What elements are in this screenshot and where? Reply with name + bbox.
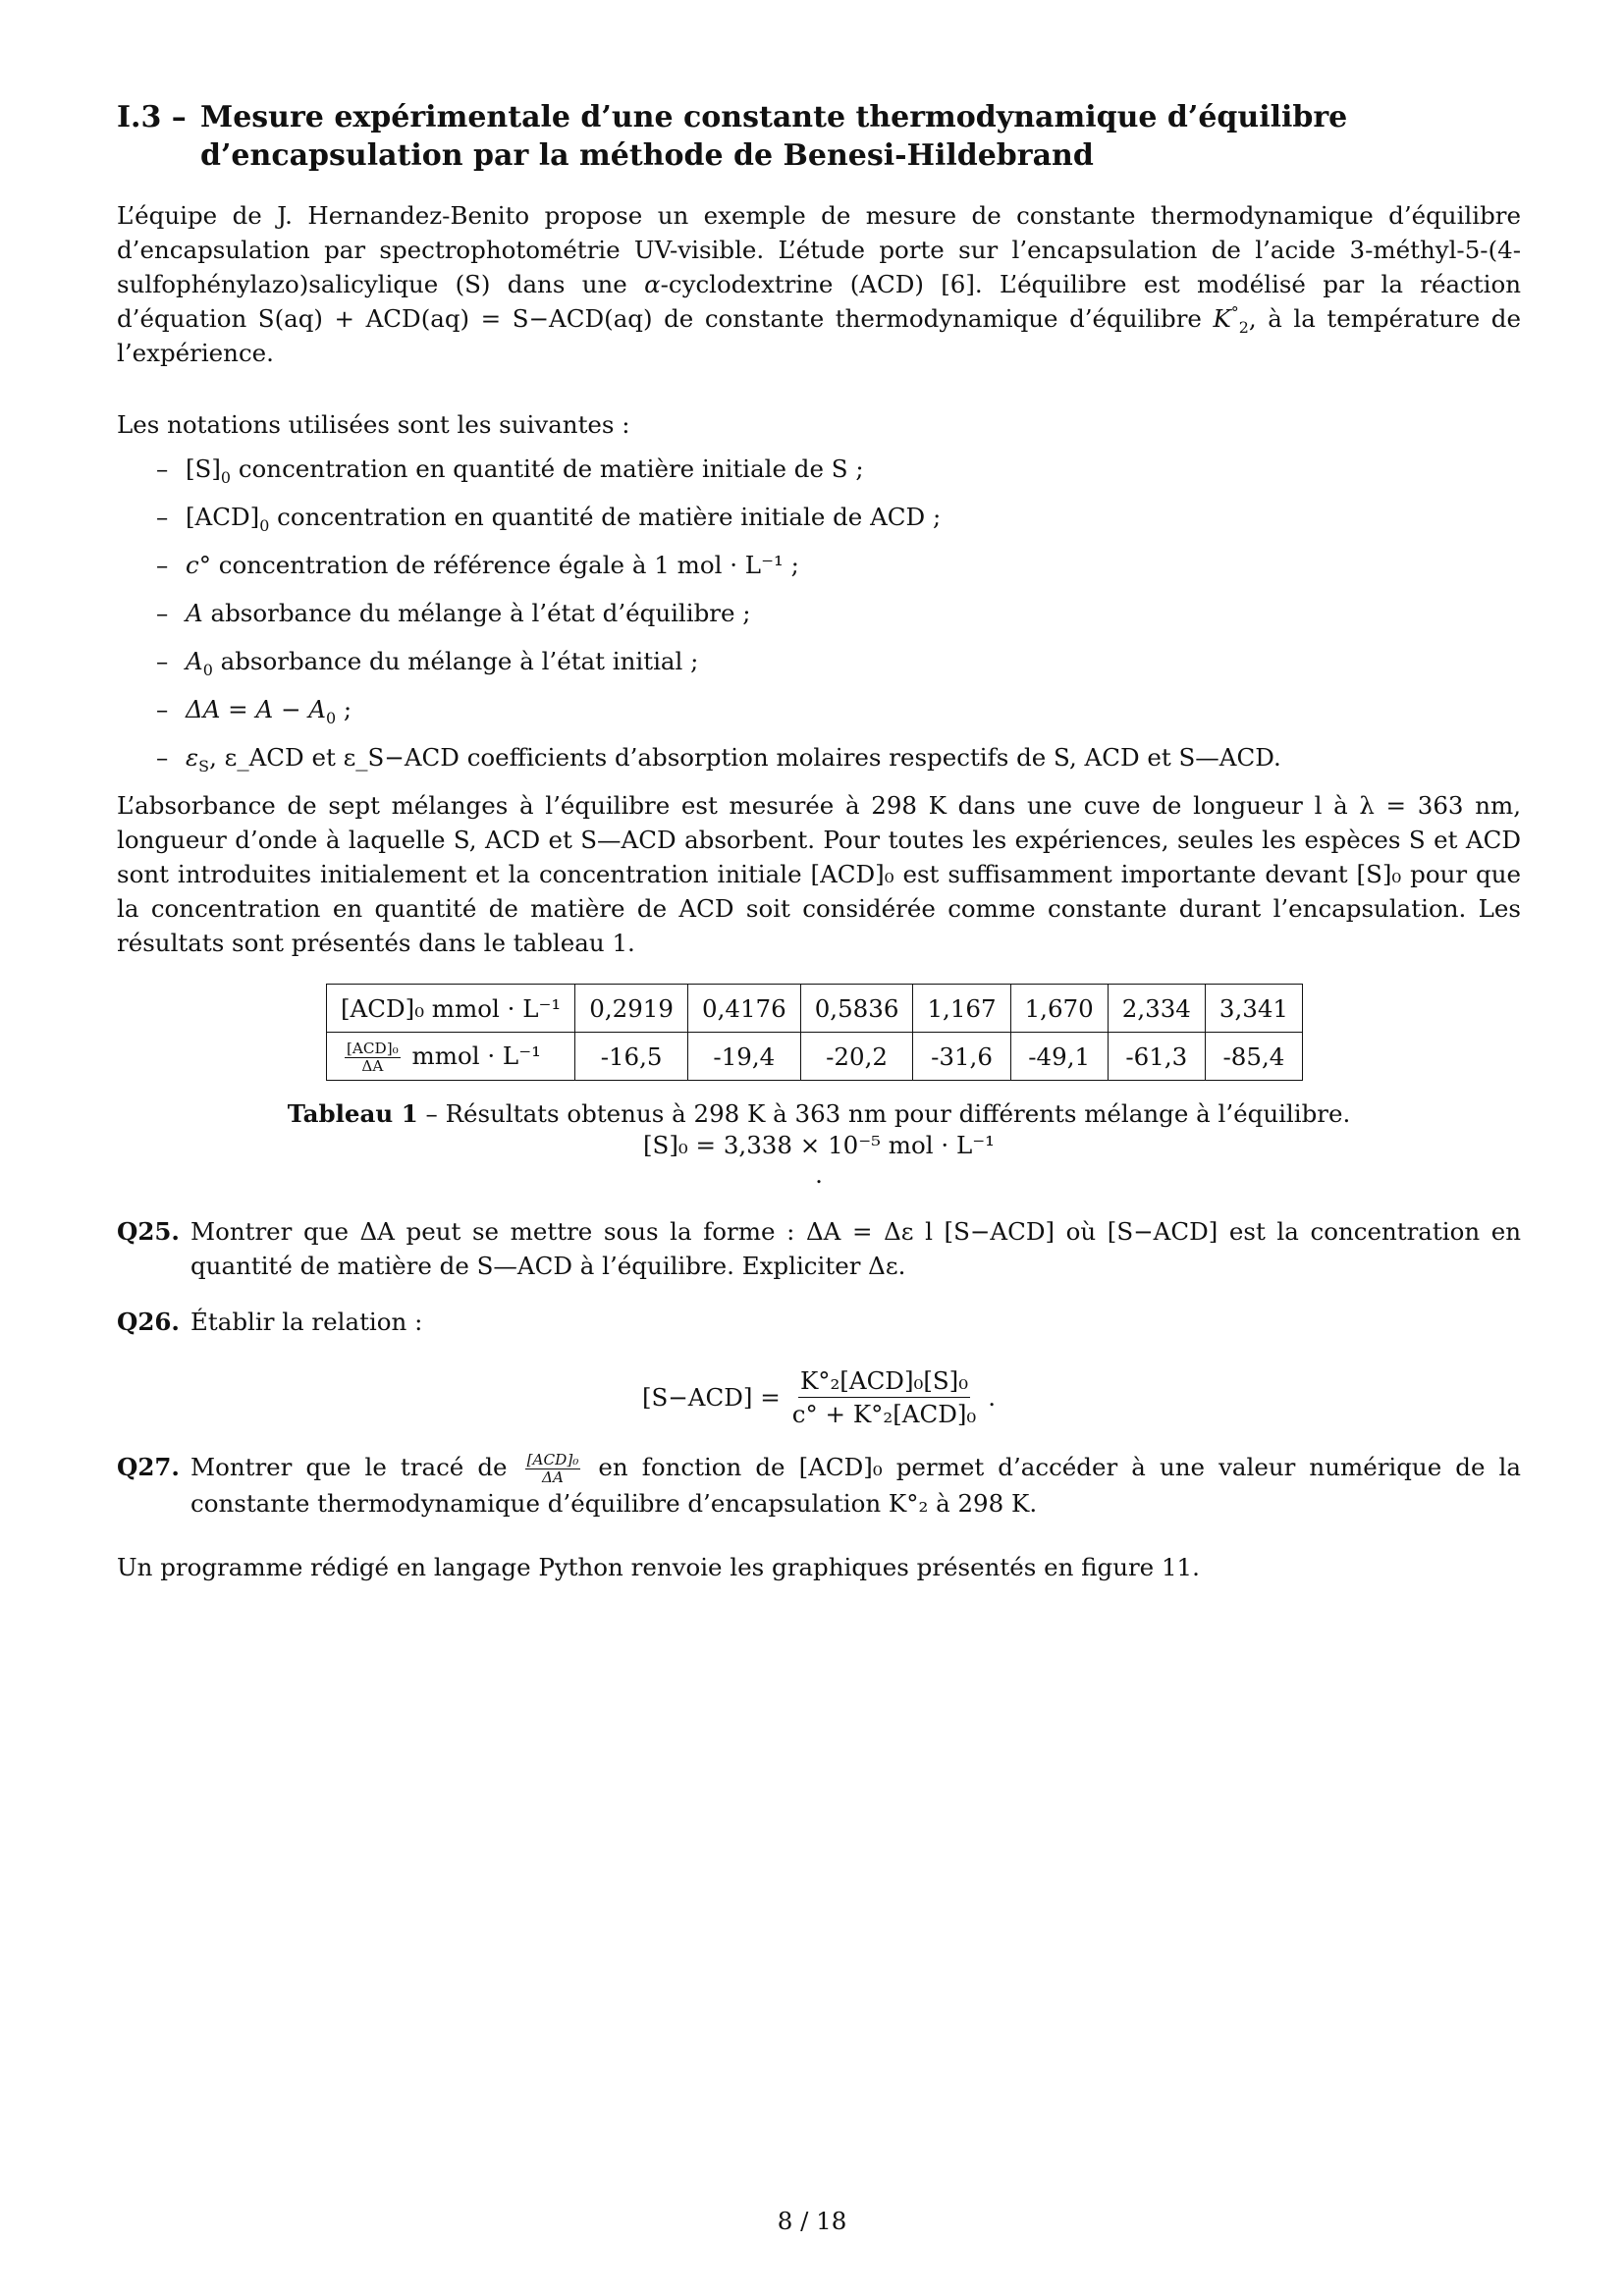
measure-paragraph: L’absorbance de sept mélanges à l’équilibre est mesurée à 298 K dans une cuve de longueur l à λ = 363 nm, longueur d’onde à laquelle S, ACD et S—ACD absorbent. Pour toutes les expériences, seules les espèces S et ACD sont introduites initialement et la concentration initiale [ACD]₀ est suffisamment importante devant [S]₀ pour que la concentration en quantité de matière de ACD soit considérée comme constante durant l’encapsulation. Les résultats sont présentés dans le tableau 1. xyxy=(117,791,1521,957)
question-q27 xyxy=(117,1450,1521,1521)
notation-item: – $\Delta A = A - A_0$ ; xyxy=(156,695,352,727)
alpha-symbol: α xyxy=(644,270,661,298)
intro-text-1: L’équipe de J. Hernandez-Benito propose un exemple de mesure de constante thermodynamique d’équilibre d’encapsulation par spectrophotométrie UV-visible. L’étude porte sur l’encapsulation de l’acide 3-méthyl-5-(4-sulfophénylazo)salicylique (S) dans une xyxy=(117,201,1521,298)
table-cell: -31,6 xyxy=(913,1033,1010,1081)
table-caption xyxy=(117,1098,1521,1161)
notation-item: – $\varepsilon_S$, ε_ACD et ε_S−ACD coefficients d’absorption molaires respectifs de S, ACD et S—ACD. xyxy=(156,743,1281,775)
k-symbol: K xyxy=(1213,304,1231,333)
notations-list xyxy=(117,452,1521,774)
intro-text-3: , à la température de l’expérience. xyxy=(117,304,1521,367)
question-text: Établir la relation : xyxy=(190,1308,423,1336)
question-label: Q26. xyxy=(117,1308,180,1336)
results-table xyxy=(326,984,1303,1081)
intro-paragraph xyxy=(117,198,1521,370)
question-label: Q27. xyxy=(117,1453,180,1482)
table-cell: -49,1 xyxy=(1010,1033,1108,1081)
equation-lhs: [S−ACD] = xyxy=(641,1383,781,1413)
notation-item: – $A_0$ absorbance du mélange à l’état initial ; xyxy=(156,647,699,679)
table-row-header: [ACD]₀ mmol · L⁻¹ xyxy=(327,985,575,1033)
question-q26 xyxy=(117,1305,1521,1339)
table-cell: -16,5 xyxy=(575,1033,688,1081)
table-cell: 0,4176 xyxy=(687,985,800,1033)
python-paragraph: Un programme rédigé en langage Python renvoie les graphiques présentés en figure 11. xyxy=(117,1552,1200,1581)
table-cell: -20,2 xyxy=(800,1033,913,1081)
caption-dot: . xyxy=(815,1160,823,1189)
caption-text: – Résultats obtenus à 298 K à 363 nm pour différents mélange à l’équilibre. xyxy=(417,1099,1351,1128)
section-number: I.3 – xyxy=(117,100,187,134)
equation-fraction: $\frac{\text{K°₂[ACD]₀[S]₀}}{\text{c° + K°₂[ACD]₀}}$ xyxy=(791,1366,977,1429)
table-cell: 2,334 xyxy=(1108,985,1205,1033)
question-q25 xyxy=(117,1214,1521,1283)
section-heading xyxy=(117,98,1521,175)
notation-item: – $[S]_0$ concentration en quantité de matière initiale de S ; xyxy=(156,454,864,487)
notation-item: – c° concentration de référence égale à 1 mol · L⁻¹ ; xyxy=(156,551,799,579)
caption-line2: [S]₀ = 3,338 × 10⁻⁵ mol · L⁻¹ xyxy=(643,1131,995,1159)
question-text: Montrer que ΔA peut se mettre sous la forme : ΔA = Δε l [S−ACD] où [S−ACD] est la concentration en quantité de matière de S—ACD à l’équilibre. Expliciter Δε. xyxy=(190,1217,1521,1280)
notation-item: – $[ACD]_0$ concentration en quantité de matière initiale de ACD ; xyxy=(156,503,942,535)
q27-fraction: $\frac{\text{[ACD]₀}}{\Delta A}$ xyxy=(526,1451,579,1487)
ratio-unit: mmol · L⁻¹ xyxy=(411,1041,541,1070)
table-cell: 1,167 xyxy=(913,985,1010,1033)
question-label: Q25. xyxy=(117,1217,180,1246)
table-cell: -19,4 xyxy=(687,1033,800,1081)
table-cell: 3,341 xyxy=(1205,985,1302,1033)
table-row xyxy=(327,1033,1303,1081)
caption-label: Tableau 1 xyxy=(287,1099,418,1128)
table-cell: 1,670 xyxy=(1010,985,1108,1033)
page-number: 8 / 18 xyxy=(777,2207,847,2235)
equation-q26 xyxy=(117,1364,1521,1430)
section-title: Mesure expérimentale d’une constante thermodynamique d’équilibre d’encapsulation par la méthode de Benesi-Hildebrand xyxy=(200,100,1348,173)
notation-item: – A absorbance du mélange à l’état d’équilibre ; xyxy=(156,599,751,627)
k-sup: ° xyxy=(1230,302,1239,322)
page-content xyxy=(117,88,1521,1584)
ratio-fraction: $\frac{\text{[ACD]₀}}{\Delta A}$ xyxy=(347,1039,399,1075)
equation-end: . xyxy=(988,1383,997,1413)
table-cell: -85,4 xyxy=(1205,1033,1302,1081)
notations-lead: Les notations utilisées sont les suivantes : xyxy=(117,410,630,439)
table-cell: 0,2919 xyxy=(575,985,688,1033)
k-sub: 2 xyxy=(1238,317,1249,337)
intro-text-2: -cyclodextrine (ACD) [6]. L’équilibre est modélisé par la réaction d’équation S(aq) + ACD(aq) = S−ACD(aq) de constante thermodynamique d’équilibre xyxy=(117,270,1521,333)
table-cell: -61,3 xyxy=(1108,1033,1205,1081)
table-cell: 0,5836 xyxy=(800,985,913,1033)
table-row xyxy=(327,985,1303,1033)
question-text: Montrer que le tracé de $\frac{\text{[ACD]₀}}{\Delta A}$ en fonction de [ACD]₀ permet d’accéder à une valeur numérique de la constante thermodynamique d’équilibre d’encapsulation K°₂ à 298 K. xyxy=(190,1451,1521,1518)
table-row-header xyxy=(327,1033,575,1081)
